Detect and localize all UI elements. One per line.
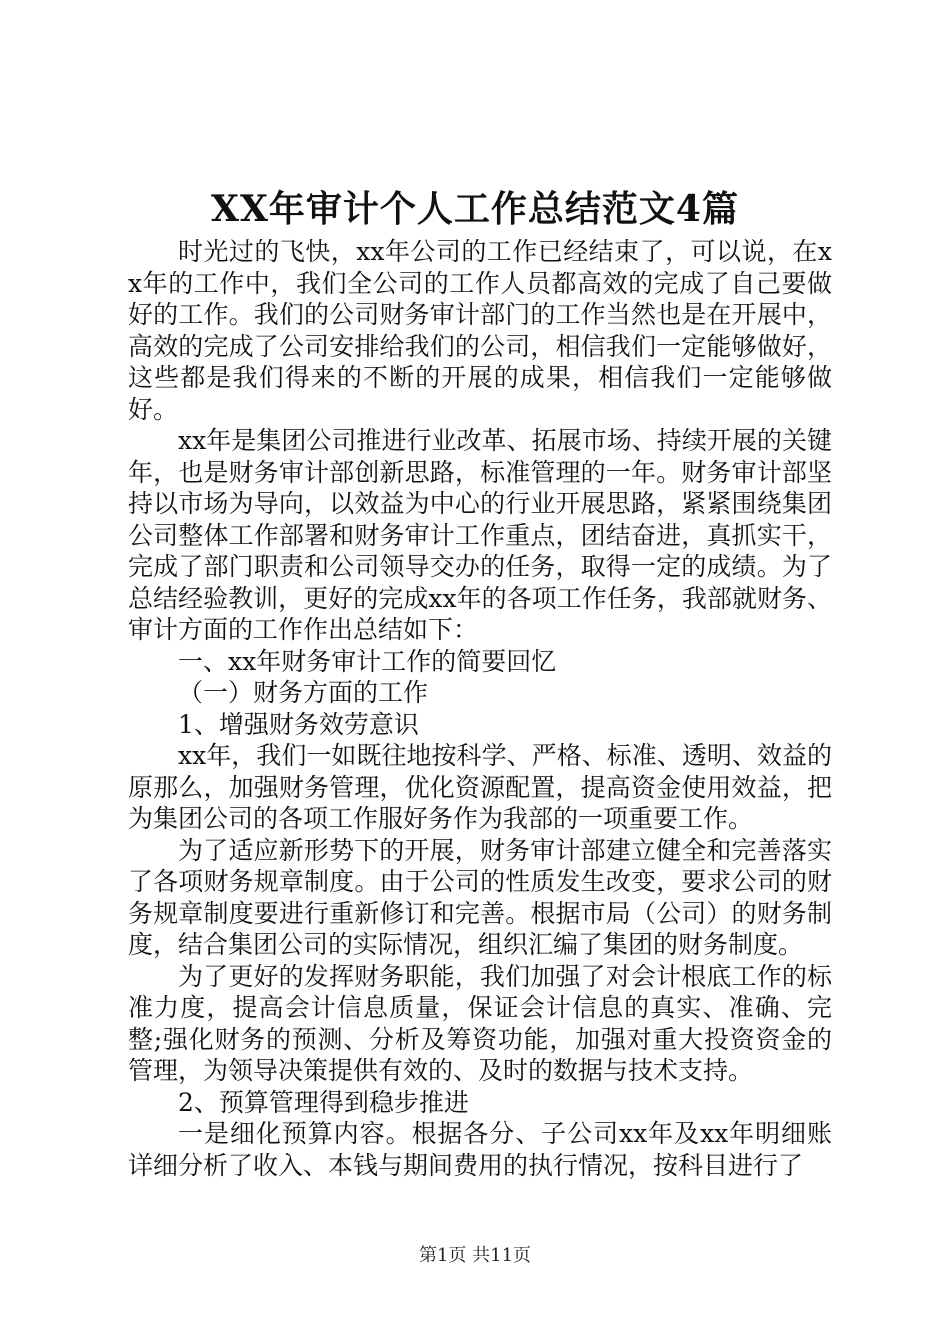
heading-item-2: 2、预算管理得到稳步推进 <box>178 1087 469 1117</box>
heading-item-1: 1、增强财务效劳意识 <box>178 709 419 739</box>
paragraph-finance-rules: 为了适应新形势下的开展，财务审计部建立健全和完善落实了各项财务规章制度。由于公司的性质发生改变，要求公司的财务规章制度要进行重新修订和完善。根据市局（公司）的财务制度，结合集团公司的实际情况，组织汇编了集团的财务制度。 <box>128 835 832 959</box>
paragraph-finance-function: 为了更好的发挥财务职能，我们加强了对会计根底工作的标准力度，提高会计信息质量，保证会计信息的真实、准确、完整;强化财务的预测、分析及筹资功能，加强对重大投资资金的管理，为领导决策提供有效的、及时的数据与技术支持。 <box>128 961 832 1085</box>
paragraph-overview: xx年是集团公司推进行业改革、拓展市场、持续开展的关键年，也是财务审计部创新思路，标准管理的一年。财务审计部坚持以市场为导向，以效益为中心的行业开展思路，紧紧围绕集团公司整体工作部署和财务审计工作重点，团结奋进，真抓实干，完成了部门职责和公司领导交办的任务，取得一定的成绩。为了总结经验教训，更好的完成xx年的各项工作任务，我部就财务、审计方面的工作作出总结如下： <box>128 426 832 644</box>
document-title: XX年审计个人工作总结范文4篇 <box>211 188 739 230</box>
paragraph-intro: 时光过的飞快，xx年公司的工作已经结束了，可以说，在xx年的工作中，我们全公司的工作人员都高效的完成了自己要做好的工作。我们的公司财务审计部门的工作当然也是在开展中，高效的完成了公司安排给我们的公司，相信我们一定能够做好，这些都是我们得来的不断的开展的成果，相信我们一定能够做好。 <box>128 237 832 424</box>
heading-section-1: 一、xx年财务审计工作的简要回忆 <box>178 646 557 676</box>
paragraph-budget: 一是细化预算内容。根据各分、子公司xx年及xx年明细账详细分析了收入、本钱与期间费用的执行情况，按科目进行了 <box>128 1119 832 1180</box>
document-body <box>128 236 832 1181</box>
heading-subsection-finance: （一）财务方面的工作 <box>178 678 429 707</box>
page-footer: 第1页 共11页 <box>418 1245 532 1266</box>
paragraph-finance-service: xx年，我们一如既往地按科学、严格、标准、透明、效益的原那么，加强财务管理，优化资源配置，提高资金使用效益，把为集团公司的各项工作服好务作为我部的一项重要工作。 <box>128 741 832 833</box>
